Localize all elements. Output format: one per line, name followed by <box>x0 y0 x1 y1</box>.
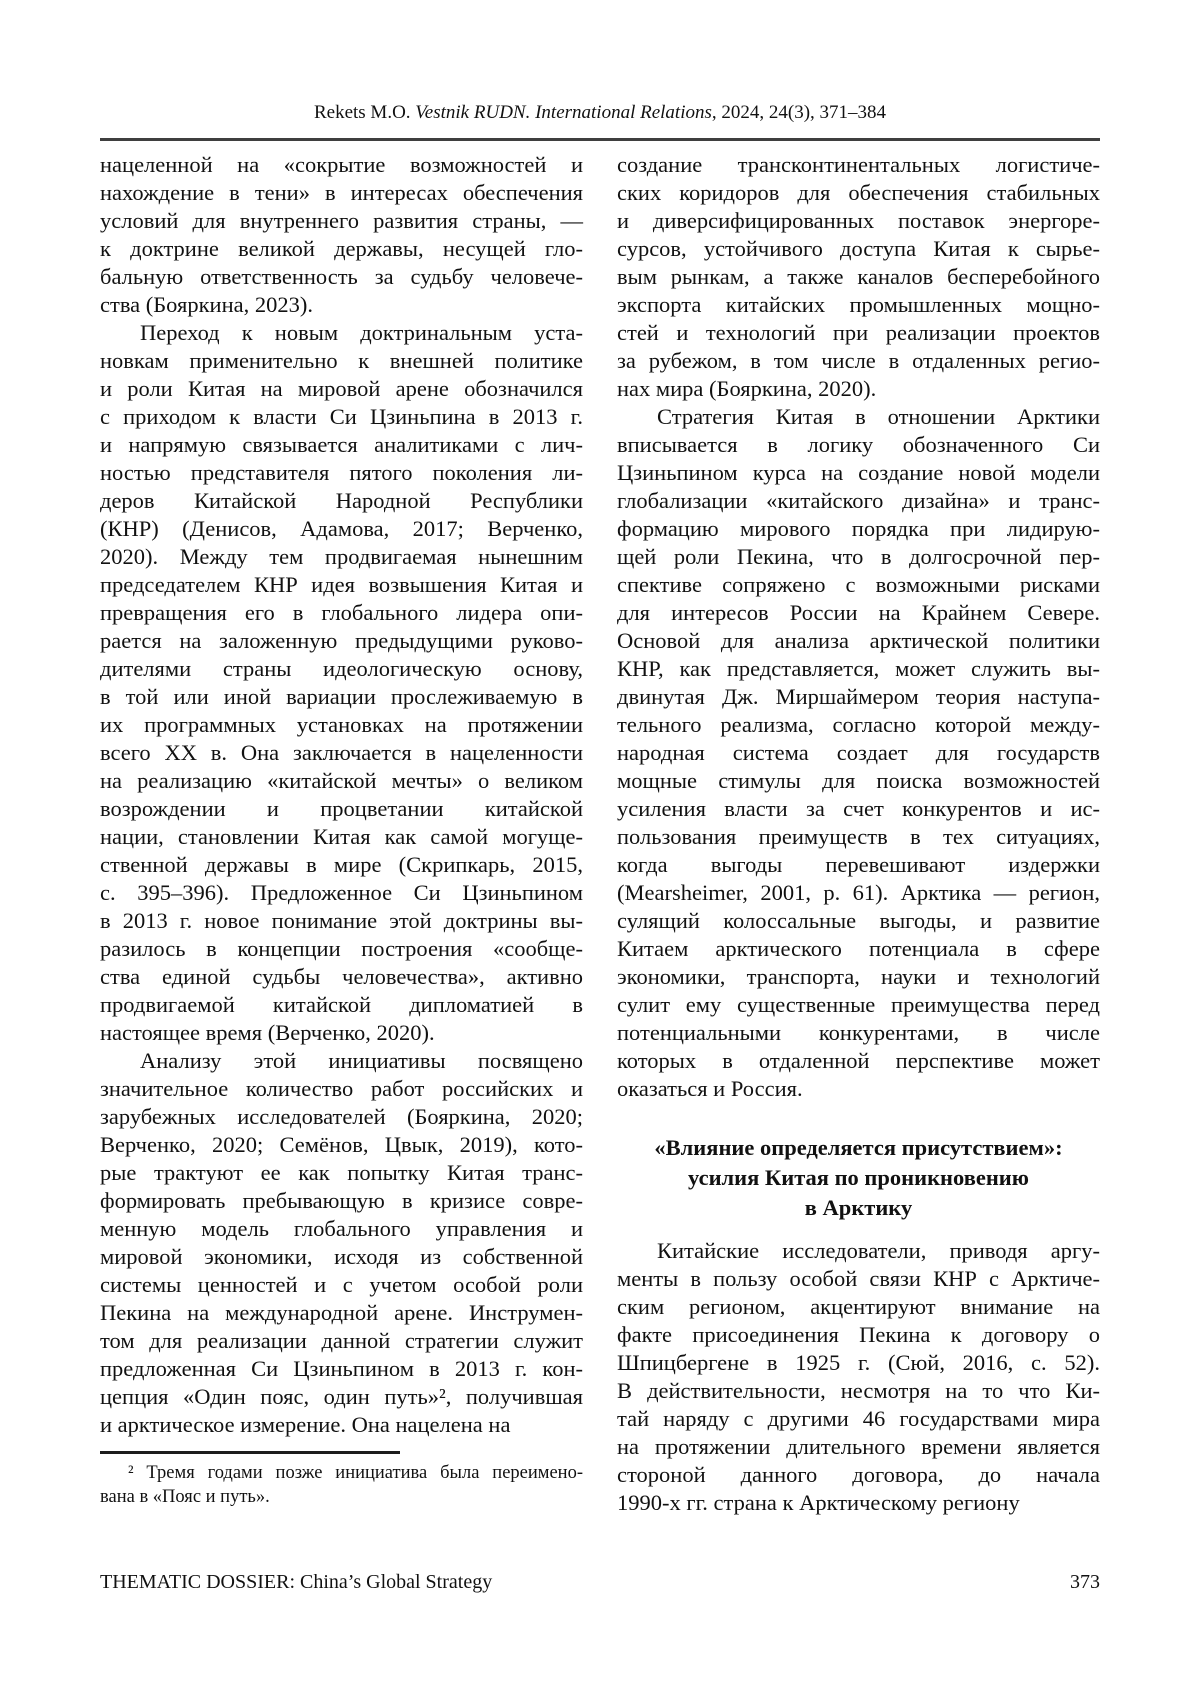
text-line: ских коридоров для обеспечения стабильных <box>617 180 1100 205</box>
text-line: создание трансконтинентальных логистиче- <box>617 152 1100 177</box>
text-line: Анализу этой инициативы посвящено <box>140 1048 583 1073</box>
text-line: формацию мирового порядка при лидирую- <box>617 516 1100 541</box>
text-line: настоящее время (Верченко, 2020). <box>100 1020 435 1045</box>
text-line: условий для внутреннего развития страны, — <box>100 208 583 233</box>
text-line: нах мира (Бояркина, 2020). <box>617 376 877 401</box>
text-line: для интересов России на Крайнем Севере. <box>617 600 1100 625</box>
text-line: за рубежом, в том числе в отдаленных регио- <box>617 348 1100 373</box>
text-line: менты в пользу особой связи КНР с Арктиче- <box>617 1266 1100 1291</box>
text-line: рается на заложенную предыдущими руково- <box>100 628 583 653</box>
text-line: ским регионом, акцентируют внимание на <box>617 1294 1100 1319</box>
text-line: их программных установках на протяжении <box>100 712 583 737</box>
text-line: вым рынкам, а также каналов бесперебойного <box>617 264 1100 289</box>
text-line: в 2013 г. новое понимание этой доктрины вы- <box>100 908 583 933</box>
text-line: пользования преимуществ в тех ситуациях, <box>617 824 1100 849</box>
text-line: факте присоединения Пекина к договору о <box>617 1322 1100 1347</box>
text-line: цепция «Один пояс, один путь»², получившая <box>100 1384 583 1409</box>
text-line: потенциальными конкурентами, в числе <box>617 1020 1100 1045</box>
text-line: на реализацию «китайской мечты» о великом <box>100 768 583 793</box>
text-line: возрождении и процветании китайской <box>100 796 583 821</box>
text-line: с. 395–396). Предложенное Си Цзиньпином <box>100 880 583 905</box>
left-column <box>100 151 583 1517</box>
running-header-issue: , 2024, 24(3), 371–384 <box>711 102 887 123</box>
paragraph <box>617 403 1100 1103</box>
text-line: деров Китайской Народной Республики <box>100 488 583 513</box>
text-line: сурсов, устойчивого доступа Китая к сырье- <box>617 236 1100 261</box>
text-line: ства (Бояркина, 2023). <box>100 292 313 317</box>
text-line: всего XX в. Она заключается в нацеленности <box>100 740 583 765</box>
text-line: продвигаемой китайской дипломатией в <box>100 992 583 1017</box>
text-line: ства единой судьбы человечества», активно <box>100 964 583 989</box>
text-line: народная система создает для государств <box>617 740 1100 765</box>
text-line: зарубежных исследователей (Бояркина, 2020; <box>100 1104 583 1129</box>
text-line: ² Тремя годами позже инициатива была переимено- <box>128 1462 583 1483</box>
paragraph <box>100 319 583 1047</box>
text-line: ственной державы в мире (Скрипкарь, 2015, <box>100 852 583 877</box>
text-line: и диверсифицированных поставок энергоре- <box>617 208 1100 233</box>
text-line: превращения его в глобального лидера опи- <box>100 600 583 625</box>
text-line: (Mearsheimer, 2001, p. 61). Арктика — регион, <box>617 880 1100 905</box>
text-line: Основой для анализа арктической политики <box>617 628 1100 653</box>
text-line: Верченко, 2020; Семёнов, Цвык, 2019), кото- <box>100 1132 583 1157</box>
section-heading <box>617 1133 1100 1223</box>
text-line: сулящий колоссальные выгоды, и развитие <box>617 908 1100 933</box>
text-line: стей и технологий при реализации проектов <box>617 320 1100 345</box>
text-line: в Арктику <box>804 1195 913 1220</box>
text-line: Пекина на международной арене. Инструмен- <box>100 1300 583 1325</box>
page-number: 373 <box>1070 1571 1100 1593</box>
text-line: когда выгоды перевешивают издержки <box>617 852 1100 877</box>
text-line: КНР, как представляется, может служить вы- <box>617 656 1100 681</box>
text-line: новкам применительно к внешней политике <box>100 348 583 373</box>
text-line: «Влияние определяется присутствием»: <box>654 1135 1063 1160</box>
text-line: стороной данного договора, до начала <box>617 1462 1100 1487</box>
text-line: к доктрине великой державы, несущей гло- <box>100 236 583 261</box>
text-line: 2020). Между тем продвигаемая нынешним <box>100 544 583 569</box>
running-header <box>100 101 1100 125</box>
text-columns <box>100 151 1100 1517</box>
text-line: (КНР) (Денисов, Адамова, 2017; Верченко, <box>100 516 583 541</box>
text-line: экспорта китайских промышленных мощно- <box>617 292 1100 317</box>
text-line: Шпицбергене в 1925 г. (Сюй, 2016, с. 52). <box>617 1350 1100 1375</box>
text-line: тельного реализма, согласно которой между- <box>617 712 1100 737</box>
text-line: мощные стимулы для поиска возможностей <box>617 768 1100 793</box>
text-line: которых в отдаленной перспективе может <box>617 1048 1100 1073</box>
text-line: экономики, транспорта, науки и технологий <box>617 964 1100 989</box>
text-line: значительное количество работ российских и <box>100 1076 583 1101</box>
text-line: вписывается в логику обозначенного Си <box>617 432 1100 457</box>
text-line: Китайские исследователи, приводя аргу- <box>657 1238 1100 1263</box>
text-line: двинутая Дж. Миршаймером теория наступа- <box>617 684 1100 709</box>
text-line: усилия Китая по проникновению <box>688 1165 1029 1190</box>
text-line: менную модель глобального управления и <box>100 1216 583 1241</box>
text-line: предложенная Си Цзиньпином в 2013 г. кон- <box>100 1356 583 1381</box>
text-line: глобализации «китайского дизайна» и транс- <box>617 488 1100 513</box>
footer-dossier-title: THEMATIC DOSSIER: China’s Global Strategy <box>100 1571 493 1593</box>
text-line: 1990-х гг. страна к Арктическому региону <box>617 1490 1020 1515</box>
text-line: Стратегия Китая в отношении Арктики <box>657 404 1100 429</box>
page-footer <box>100 1570 1100 1595</box>
text-line: дителями страны идеологическую основу, <box>100 656 583 681</box>
text-line: и роли Китая на мировой арене обозначился <box>100 376 583 401</box>
text-line: нахождение в тени» в интересах обеспечения <box>100 180 583 205</box>
footnote-separator <box>100 1451 400 1454</box>
running-header-journal: Vestnik RUDN. International Relations <box>415 102 712 123</box>
paragraph <box>617 1237 1100 1517</box>
paragraph-continuation <box>100 151 583 319</box>
text-line: нации, становлении Китая как самой могуще- <box>100 824 583 849</box>
running-header-author: Rekets M.O. <box>313 102 416 123</box>
text-line: и напрямую связывается аналитиками с лич- <box>100 432 583 457</box>
text-line: оказаться и Россия. <box>617 1076 803 1101</box>
header-rule <box>100 138 1100 141</box>
text-line: усиления власти за счет конкурентов и ис- <box>617 796 1100 821</box>
text-line: спективе сопряжено с возможными рисками <box>617 572 1100 597</box>
text-line: щей роли Пекина, что в долгосрочной пер- <box>617 544 1100 569</box>
paragraph-continuation <box>617 151 1100 403</box>
text-line: системы ценностей и с учетом особой роли <box>100 1272 583 1297</box>
right-column <box>617 151 1100 1517</box>
text-line: сулит ему существенные преимущества перед <box>617 992 1100 1017</box>
text-line: формировать пребывающую в кризисе совре- <box>100 1188 583 1213</box>
footnote <box>100 1461 583 1509</box>
paragraph <box>100 1047 583 1439</box>
text-line: с приходом к власти Си Цзиньпина в 2013 г. <box>100 404 583 429</box>
text-line: вана в «Пояс и путь». <box>100 1486 270 1507</box>
text-line: нацеленной на «сокрытие возможностей и <box>100 152 583 177</box>
text-line: в той или иной вариации прослеживаемую в <box>100 684 583 709</box>
text-line: тай наряду с другими 46 государствами мира <box>617 1406 1100 1431</box>
text-line: Переход к новым доктринальным уста- <box>140 320 583 345</box>
text-line: том для реализации данной стратегии служит <box>100 1328 583 1353</box>
text-line: мировой экономики, исходя из собственной <box>100 1244 583 1269</box>
text-line: на протяжении длительного времени является <box>617 1434 1100 1459</box>
text-line: Цзиньпином курса на создание новой модели <box>617 460 1100 485</box>
text-line: В действительности, несмотря на то что Ки- <box>617 1378 1100 1403</box>
text-line: и арктическое измерение. Она нацелена на <box>100 1412 511 1437</box>
text-line: бальную ответственность за судьбу человече- <box>100 264 583 289</box>
text-line: Китаем арктического потенциала в сфере <box>617 936 1100 961</box>
text-line: ностью представителя пятого поколения ли- <box>100 460 583 485</box>
text-line: разилось в концепции построения «сообще- <box>100 936 583 961</box>
text-line: рые трактуют ее как попытку Китая транс- <box>100 1160 583 1185</box>
text-line: председателем КНР идея возвышения Китая и <box>100 572 583 597</box>
